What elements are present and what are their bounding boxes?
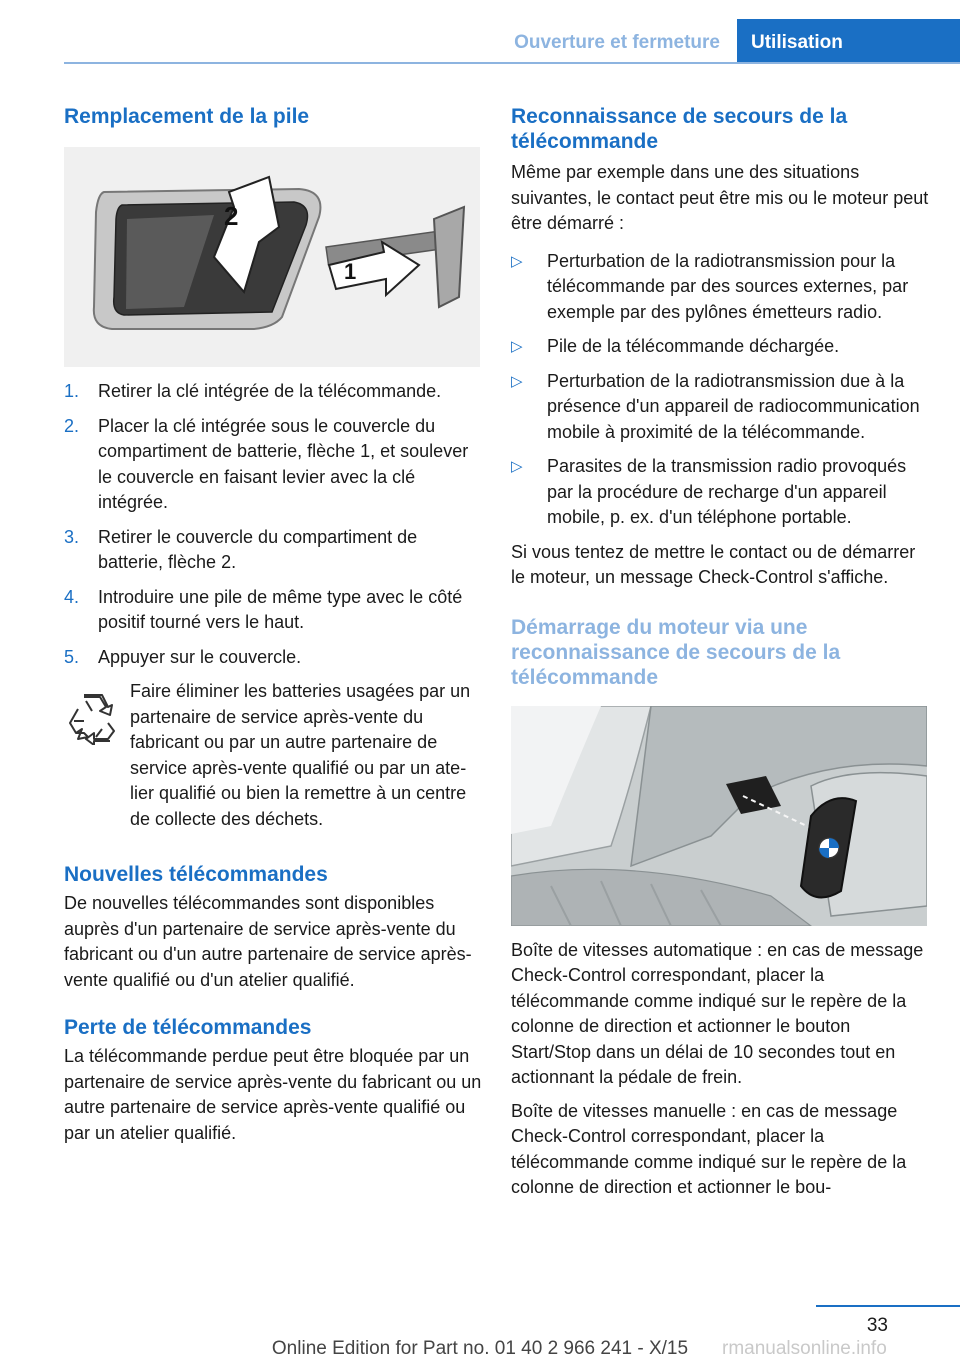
automatic-gearbox-text: Boîte de vitesses automatique : en cas de message Check-Control correspondant, placer la télécommande comme indiqué sur le repère de la colonne de direction et actionner le bouton Start/Stop dans un délai de 10 secondes tout en actionnant la pédale de frein. [511, 939, 924, 1087]
step-number: 4. [64, 586, 80, 607]
battery-heading: Remplacement de la pile [64, 105, 310, 128]
step-text: Introduire une pile de même type avec le côté positif tourné vers le haut. [98, 586, 463, 632]
triangle-bullet-icon: ▷ [511, 458, 523, 475]
arrow-2-label: 2 [224, 201, 239, 231]
step-text: Placer la clé intégrée sous le couvercle du compartiment de batterie, flèche 1, et soulever le couvercle en faisant levier avec la clé intégrée. [98, 415, 469, 512]
step-number: 2. [64, 415, 80, 436]
step-number: 3. [64, 526, 80, 547]
battery-steps-list [64, 379, 482, 670]
remote-key-illustration [64, 147, 480, 367]
steering-column-figure [511, 706, 927, 926]
header-section-title: Ouverture et fermeture [514, 32, 720, 53]
header-divider [64, 62, 960, 64]
new-remotes-text: De nouvelles télécommandes sont disponibles auprès d'un partenaire de service après-vente du fabricant ou d'un autre partenaire de service après-vente qualifié ou d'un atelier qualifié. [64, 893, 472, 990]
situations-list [511, 249, 929, 531]
right-column [511, 100, 929, 1201]
step-text: Retirer le couvercle du compartiment de batterie, flèche 2. [98, 526, 418, 572]
triangle-bullet-icon: ▷ [511, 338, 523, 355]
footer-divider [816, 1305, 960, 1307]
step-number: 1. [64, 381, 80, 401]
new-remotes-heading: Nouvelles télécommandes [64, 863, 328, 886]
step-item [64, 414, 482, 516]
situation-text: Pile de la télécommande déchargée. [547, 336, 840, 356]
situation-item [511, 249, 929, 326]
lost-remotes-text: La télécommande perdue peut être bloquée par un partenaire de service après-vente du fabricant ou un autre partenaire de service après-vente qualifié ou par un atelier qualifié. [64, 1046, 482, 1143]
recycle-icon [64, 689, 120, 745]
lost-remotes-heading: Perte de télécommandes [64, 1016, 312, 1039]
triangle-bullet-icon: ▷ [511, 372, 523, 390]
recycle-text: Faire éliminer les batteries usagées par un partenaire de service après-vente du fabricant ou par un autre partenaire de service après-vente qualifié ou par un atelier qualifié ou bien la remettre à un centre de collecte des déchets. [130, 681, 471, 829]
situation-text: Perturbation de la radiotransmission due à la présence d'un appareil de radiocommunication mobile à proximité de la télécommande. [547, 370, 920, 442]
step-text: Appuyer sur le couvercle. [98, 646, 302, 667]
step-item [64, 585, 482, 636]
header-chapter-tab: Utilisation [737, 19, 960, 63]
situation-item [511, 334, 929, 360]
key-battery-figure [64, 147, 480, 367]
emergency-heading: Reconnaissance de secours de la télécommande [511, 105, 848, 153]
situation-item [511, 454, 929, 531]
engine-start-heading: Démarrage du moteur via une reconnaissance de secours de la télécommande [511, 615, 841, 689]
triangle-bullet-icon: ▷ [511, 252, 523, 270]
watermark: rmanualsonline.info [722, 1338, 887, 1359]
recycle-note [64, 679, 482, 832]
steering-column-illustration [511, 706, 927, 926]
page-number: 33 [866, 1315, 888, 1336]
step-item [64, 645, 482, 671]
situation-text: Perturbation de la radiotransmission pour la télécommande par des sources externes, par exemple par des pylônes émetteurs radio. [547, 250, 909, 322]
situation-item [511, 369, 929, 446]
arrow-1-label: 1 [344, 259, 357, 284]
step-text: Retirer la clé intégrée de la télécommande. [98, 381, 442, 401]
emergency-intro: Même par exemple dans une des situations suivantes, le contact peut être mis ou le moteur peut être démarré : [511, 162, 929, 233]
situation-text: Parasites de la transmission radio provoqués par la procédure de recharge d'un appareil mobile, p. ex. d'un téléphone portable. [547, 456, 907, 527]
manual-gearbox-text: Boîte de vitesses manuelle : en cas de message Check-Control correspondant, placer la télécommande comme indiqué sur le repère de la colonne de direction et actionner le bou- [511, 1100, 907, 1197]
step-number: 5. [64, 646, 80, 667]
left-column [64, 100, 482, 1146]
step-item [64, 525, 482, 576]
check-control-text: Si vous tentez de mettre le contact ou de démarrer le moteur, un message Check-Control s'affiche. [511, 541, 916, 587]
step-item [64, 379, 482, 405]
footer-edition: Online Edition for Part no. 01 40 2 966 241 - X/15 [271, 1338, 689, 1359]
